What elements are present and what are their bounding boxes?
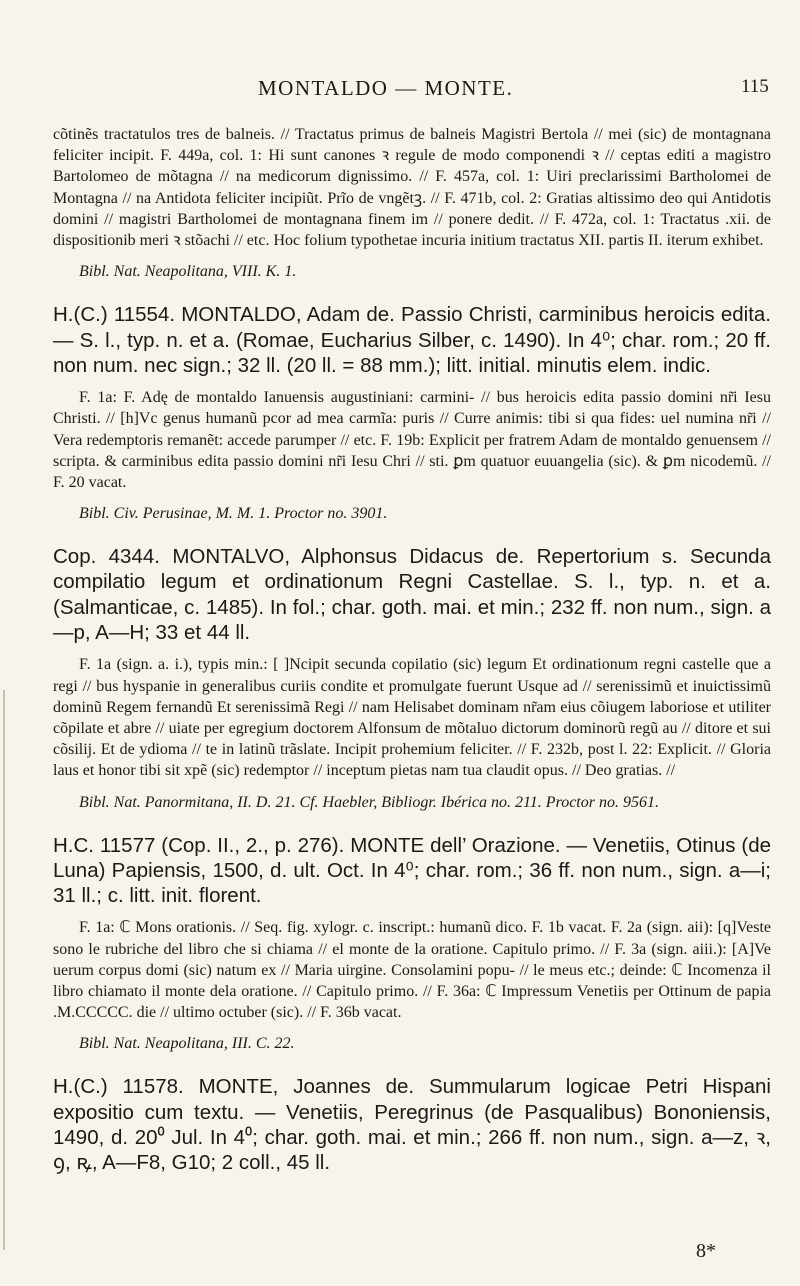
continued-description: cõtinẽs tractatulos tres de balneis. // Tractatus primus de balneis Magistri Bertola // mei (sic) de montagnana feliciter incipit. F. 449a, col. 1: Hi sunt canones ꝛ regule de modo componendi ꝛ // ceptas editi a magistro Bartolomeo de mõtagna // na medicorum dignissimo. // F. 457a, col. 1: Uiri preclarissimi Bartholomei de Montagna // na Antidota feliciter incipiũt. Prĩo de vngẽtꝫ. // F. 471b, col. 2: Gratias altissimo deo qui Antidotis domini // magistri Bartholomei de montagnana finem im // ponere dedit. // F. 472a, col. 1: Tractatus .xii. de dispositionib meri ꝛ stõachi // etc. Hoc folium typothetae incuria initium tractatus XII. partis II. iterum exhibet. [53, 126, 771, 250]
entry-bibl: Bibl. Nat. Neapolitana, III. C. 22. [79, 1035, 295, 1053]
continued-bibl: Bibl. Nat. Neapolitana, VIII. K. 1. [79, 263, 297, 281]
entry-bibl: Bibl. Nat. Panormitana, II. D. 21. Cf. Haebler, Bibliogr. Ibérica no. 211. Proctor no. 9561. [79, 793, 659, 811]
entry-bibl: Bibl. Civ. Perusinae, M. M. 1. Proctor no. 3901. [79, 505, 388, 523]
entry-montalvo [53, 544, 771, 812]
entry-montaldo [53, 302, 771, 524]
entry-heading: H.(C.) 11578. MONTE, Joannes de. Summularum logicae Petri Hispani expositio cum textu. — Venetiis, Peregrinus (de Pasqualibus) Bononiensis, 1490, d. 20⁰ Jul. In 4⁰; char. goth. mai. et min.; 266 ff. non num., sign. a—z, ꝛ, ꝯ, ꝶ, A—F8, G10; 2 coll., 45 ll. [53, 1075, 771, 1175]
entry-monte-orazione [53, 833, 771, 1055]
entry-description: F. 1a (sign. a. i.), typis min.: [ ]Ncipit secunda copilatio (sic) legum Et ordinationum regni castelle que a regi // bus hyspanie in generalibus curiis condite et promulgate fuerunt Usque ad // serenissimũ et inuictissimũ dominũ Regem fernandũ Et serenissimã Regi // nam Helisabet dominam nr̃am eius cõiugem laboriose et utiliter cõpilate et abre // uiate per egregium doctorem Alfonsum de mõtaluo dictorum dominorũ regũ au // ditore et sui cõsilij. Et de ydioma // te in latinũ trãslate. Incipit prohemium feliciter. // F. 232b, post l. 22: Explicit. // Gloria laus et honor tibi sit xpẽ (sic) redemptor // inceptum pietas nam tua claudit opus. // Deo gratias. // [53, 656, 771, 780]
page-number: 115 [741, 76, 769, 97]
entry-description: F. 1a: F. Adę de montaldo Ianuensis augustiniani: carmini- // bus heroicis edita passio domini nr̃i Iesu Christi. // [h]Vc genus humanũ pcor ad mea carmĩa: puris // Curre animis: tibi si qua fides: uel numina nr̃i // Vera redemptoris remanẽt: accede parumper // etc. F. 19b: Explicit per fratrem Adam de montaldo genuensem // scripta. & carminibus edita passio domini nr̃i Iesu Chri // sti. ꝑm quatuor euuangelia (sic). & ꝑm nicodemũ. // F. 20 vacat. [53, 389, 771, 491]
body-text [53, 124, 771, 1185]
running-head [0, 76, 800, 106]
entry-heading: Cop. 4344. MONTALVO, Alphonsus Didacus de. Repertorium s. Secunda compilatio legum et ordinationum Regni Castellae. S. l., typ. n. et a. (Salmanticae, c. 1485). In fol.; char. goth. mai. et min.; 232 ff. non num., sign. a—p, A—H; 33 et 44 ll. [53, 545, 771, 645]
entry-heading: H.(C.) 11554. MONTALDO, Adam de. Passio Christi, carminibus heroicis edita. — S. l., typ. n. et a. (Romae, Eucharius Silber, c. 1490). In 4⁰; char. rom.; 20 ff. non num. nec sign.; 32 ll. (20 ll. = 88 mm.); litt. initial. minutis elem. indic. [53, 303, 771, 377]
signature-mark: 8* [696, 1240, 716, 1262]
entry-heading: H.C. 11577 (Cop. II., 2., p. 276). MONTE dell’ Orazione. — Venetiis, Otinus (de Luna) Papiensis, 1500, d. ult. Oct. In 4⁰; char. rom.; 36 ff. non num., sign. a—i; 31 ll.; c. litt. init. florent. [53, 833, 771, 908]
running-head-title: MONTALDO — MONTE. [258, 76, 514, 100]
page-edge-shadow [3, 690, 5, 1250]
entry-monte-joannes [53, 1074, 771, 1175]
entry-description: F. 1a: ℂ Mons orationis. // Seq. fig. xylogr. c. inscript.: humanũ dico. F. 1b vacat. F. 2a (sign. aii): [q]Veste sono le rubriche del libro che si chiama // el monte de la oratione. Capitulo primo. // F. 3a (sign. aiii.): [A]Ve uerum corpus domi (sic) natum ex // Maria uirgine. Consolamini popu- // le meus etc.; deinde: ℂ Incomenza il libro chiamato il monte dela oratione. // Capitulo primo. // F. 36a: ℂ Impressum Venetiis per Ottinum de papia .M.CCCCC. die // ultimo octuber (sic). // F. 36b vacat. [53, 919, 771, 1022]
